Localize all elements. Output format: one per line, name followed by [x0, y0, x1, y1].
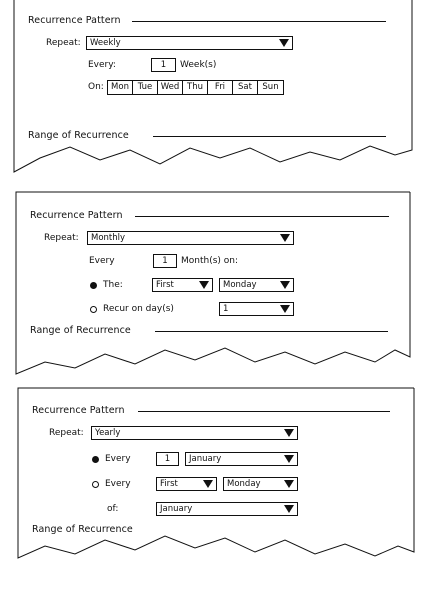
weekday-select[interactable] — [219, 278, 294, 292]
option-every-date-radio[interactable] — [92, 456, 99, 463]
of-label: of: — [107, 504, 119, 514]
option-every-date-label: Every — [105, 454, 131, 464]
weekday-select-value: Monday — [223, 280, 257, 290]
day-select-value: 1 — [223, 304, 229, 314]
repeat-select-value: Yearly — [95, 428, 121, 438]
recurrence-pattern-title: Recurrence Pattern — [28, 15, 121, 26]
every-count-input[interactable]: 1 — [153, 254, 177, 268]
recurrence-pattern-title: Recurrence Pattern — [32, 405, 125, 416]
day-select[interactable] — [219, 302, 294, 316]
section-divider — [138, 411, 390, 412]
yearly-recurrence-panel — [0, 388, 436, 568]
option-the-radio[interactable] — [90, 282, 97, 289]
month-select[interactable] — [185, 452, 298, 466]
weekday-select-value: Monday — [227, 479, 261, 489]
chevron-down-icon — [284, 455, 294, 463]
day-toggle-fri[interactable]: Fri — [208, 81, 233, 94]
day-of-month-input[interactable]: 1 — [156, 452, 179, 466]
weekday-toggle-group — [107, 80, 284, 95]
chevron-down-icon — [279, 39, 289, 47]
chevron-down-icon — [284, 505, 294, 513]
section-divider — [153, 136, 386, 137]
section-divider — [135, 216, 389, 217]
chevron-down-icon — [284, 480, 294, 488]
day-toggle-mon[interactable]: Mon — [108, 81, 133, 94]
weekday-select[interactable] — [223, 477, 298, 491]
repeat-select-value: Monthly — [91, 233, 126, 243]
day-toggle-thu[interactable]: Thu — [183, 81, 208, 94]
monthly-recurrence-panel — [0, 192, 436, 377]
chevron-down-icon — [199, 281, 209, 289]
ordinal-select[interactable] — [156, 477, 217, 491]
chevron-down-icon — [280, 305, 290, 313]
option-day-label: Recur on day(s) — [103, 304, 174, 314]
option-every-weekday-radio[interactable] — [92, 481, 99, 488]
option-every-weekday-label: Every — [105, 479, 131, 489]
day-toggle-tue[interactable]: Tue — [133, 81, 158, 94]
repeat-select[interactable] — [86, 36, 293, 50]
day-toggle-sat[interactable]: Sat — [233, 81, 258, 94]
month-unit-label: Month(s) on: — [181, 256, 239, 266]
of-month-select[interactable] — [156, 502, 298, 516]
chevron-down-icon — [280, 234, 290, 242]
repeat-label: Repeat: — [46, 38, 81, 48]
recurrence-pattern-title: Recurrence Pattern — [30, 210, 123, 221]
day-toggle-sun[interactable]: Sun — [262, 82, 279, 92]
repeat-select[interactable] — [91, 426, 298, 440]
weekly-recurrence-panel — [0, 0, 436, 172]
section-divider — [155, 331, 388, 332]
ordinal-select-value: First — [156, 280, 174, 290]
week-unit-label: Week(s) — [180, 60, 217, 70]
every-label: Every — [89, 256, 115, 266]
repeat-label: Repeat: — [44, 233, 79, 243]
range-of-recurrence-title: Range of Recurrence — [30, 325, 131, 336]
every-label: Every: — [88, 60, 116, 70]
repeat-select-value: Weekly — [90, 38, 121, 48]
chevron-down-icon — [284, 429, 294, 437]
month-select-value: January — [189, 454, 222, 464]
section-divider — [132, 21, 386, 22]
repeat-label: Repeat: — [49, 428, 84, 438]
ordinal-select[interactable] — [152, 278, 213, 292]
repeat-select[interactable] — [87, 231, 294, 245]
of-month-select-value: January — [160, 504, 193, 514]
option-the-label: The: — [103, 280, 123, 290]
ordinal-select-value: First — [160, 479, 178, 489]
on-label: On: — [88, 82, 104, 92]
range-of-recurrence-title: Range of Recurrence — [32, 524, 133, 535]
chevron-down-icon — [280, 281, 290, 289]
range-of-recurrence-title: Range of Recurrence — [28, 130, 129, 141]
option-day-radio[interactable] — [90, 306, 97, 313]
chevron-down-icon — [203, 480, 213, 488]
every-count-input[interactable]: 1 — [151, 58, 176, 72]
day-toggle-wed[interactable]: Wed — [158, 81, 183, 94]
